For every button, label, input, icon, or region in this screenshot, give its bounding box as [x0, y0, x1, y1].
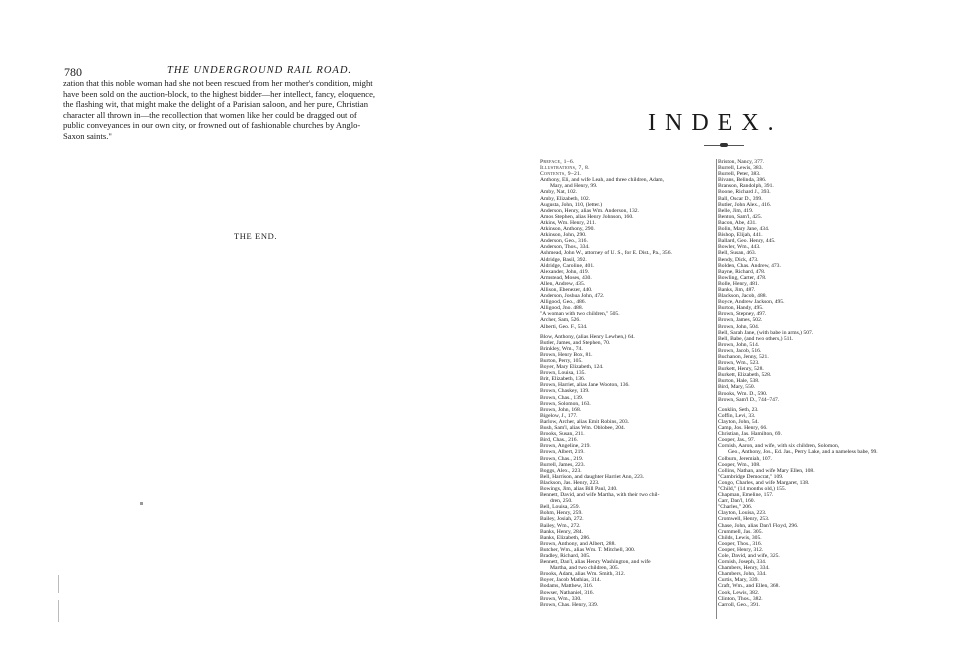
index-entry: Brown, Chas., 219.	[540, 455, 584, 462]
index-entry: Anderson, Henry, alias Wm. Anderson, 132.	[540, 207, 639, 214]
index-entry: Anthony, Eli, and wife Leah, and three children, Adam,	[540, 177, 665, 184]
index-entry: Chambers, Henry, 334.	[718, 565, 770, 572]
index-entry: Camp, Jos. Henry, 66.	[718, 425, 768, 432]
paragraph-line: zation that this noble woman had she not been rescued from her mother's condition, might	[63, 78, 373, 88]
margin-mark	[58, 575, 59, 593]
index-entry: Allen, Andrew, 435.	[540, 280, 586, 287]
index-entry: Bayne, Richard, 478.	[718, 268, 766, 275]
index-entry: "Charles," 206.	[718, 504, 753, 511]
index-entry: Aldridge, Caroline, 401.	[540, 262, 595, 269]
index-entry: Brown, John, 504.	[718, 323, 760, 330]
index-entry: Chapman, Emeline, 157.	[718, 492, 774, 499]
index-entry: Bivans, Belinda, 386.	[718, 177, 767, 184]
index-entry: Bodams, Matthew, 316.	[540, 583, 594, 590]
index-entry: Burkett, Elizabeth, 528.	[718, 372, 772, 379]
index-entry: Martha, and two children, 305.	[550, 565, 620, 572]
index-entry: Blackson, Jacob, 488.	[718, 293, 767, 300]
index-entry: Brown, James, 502.	[718, 317, 763, 324]
index-entry: Banks, Elizabeth, 286.	[540, 534, 591, 541]
index-entry: Cromwell, Henry, 253.	[718, 516, 770, 523]
index-entry: Brown, Albert, 219.	[540, 449, 585, 456]
index-entry: Brown, Solomon, 163.	[540, 400, 591, 407]
index-entry: Bennett, Dan'l, alias Henry Washington, and wife	[540, 559, 651, 566]
index-entry: Bolin, Mary Jane, 434.	[718, 226, 770, 233]
closing-paragraph	[63, 78, 433, 142]
index-entry: Barlow, Archer, alias Emit Robins, 203.	[540, 418, 630, 425]
index-entry: Bailey, Wm., 272.	[540, 522, 581, 529]
index-entry: Mary, and Henry, 99.	[550, 183, 598, 190]
index-entry: Brown, Sam'l D., 744–747.	[718, 396, 780, 403]
index-entry: Ballard, Geo. Henry, 445.	[718, 238, 776, 245]
index-entry: Bell, Susan, 463.	[718, 250, 757, 257]
index-entry: Childs, Lewis, 305.	[718, 534, 762, 541]
index-entry: Ball, Oscar D., 399.	[718, 195, 763, 202]
index-entry: Brown, Angeline, 219.	[540, 443, 591, 450]
index-entry: Amby, Elizabeth, 102.	[540, 195, 591, 202]
index-entry: Ashmead, John W., attorney of U. S., for E. Dist., Pa., 356.	[540, 250, 672, 257]
title-ornament	[720, 143, 728, 147]
index-entry: Brown, Chaskey, 139.	[540, 388, 590, 395]
index-entry: Christian, Jas. Hamilton, 69.	[718, 431, 782, 438]
index-entry: Chambers, John, 334.	[718, 571, 767, 578]
index-entry: Preface, 1–6.	[540, 159, 575, 165]
index-entry: Bacon, Abe, 431.	[718, 219, 757, 226]
index-entry: Butler, John Alex., 416.	[718, 201, 772, 208]
index-entry: Archer, Sam, 526.	[540, 317, 581, 324]
index-entry: Colburn, Jeremiah, 107.	[718, 455, 772, 462]
index-entry: Aldridge, Basil, 392.	[540, 256, 587, 263]
index-entry: Boyer, Mary Elizabeth, 124.	[540, 364, 604, 371]
index-entry: Brown, Chas. Henry, 339.	[540, 601, 599, 608]
index-entry: Crummell, Jas. 305.	[718, 528, 763, 535]
index-entry: Collins, Nathan, and wife Mary Ellen, 108.	[718, 467, 815, 474]
index-entry: Bennett, David, and wife Martha, with their two chil-	[540, 492, 660, 499]
index-entry: Brooks, Wm. D., 590.	[718, 390, 768, 397]
index-entry: Bell, Babe, (and two others,) 511.	[718, 335, 794, 342]
index-entry: Armstead, Moses, 430.	[540, 274, 592, 281]
index-entry: Bird, Mary, 550.	[718, 384, 756, 391]
index-entry: Brooks, Adam, alias Wm. Smith, 312.	[540, 571, 626, 578]
index-entry: Boyer, Jacob Mathias, 314.	[540, 577, 601, 584]
index-entry: Cornish, Aaron, and wife, with six children, Solomon,	[718, 443, 840, 450]
index-entry: Anderson, Thos., 334.	[540, 244, 590, 251]
index-entry: Brown, Chas., 139.	[540, 394, 584, 401]
index-column-2	[718, 159, 898, 608]
index-entry: Alexander, John, 419.	[540, 268, 590, 275]
paragraph-line: the flashing wit, that might make the delight of a Parisian saloon, and her pure, Christian	[63, 99, 369, 110]
page-number: 780	[64, 65, 82, 79]
index-entry: Blackson, Jas. Henry, 223.	[540, 479, 600, 486]
index-entry: Cooper, Wm., 108.	[718, 461, 761, 468]
index-entry: Conklin, Seth, 23.	[718, 406, 759, 413]
running-head: THE UNDERGROUND RAIL ROAD.	[167, 65, 353, 76]
index-entry: Cooper, Jas., 97.	[718, 437, 756, 444]
index-entry: Cook, Lewis, 382.	[718, 589, 760, 596]
index-entry: Butler, James, and Stephen, 70.	[540, 339, 611, 346]
index-entry: Bell, Harrison, and daughter Harriet Ann, 223.	[540, 473, 645, 480]
margin-mark	[58, 600, 59, 622]
index-entry: Atkinson, Anthony, 290.	[540, 226, 595, 233]
index-entry: Burton, Perry, 105.	[540, 358, 583, 364]
index-entry: Brown, Wm., 330.	[540, 595, 582, 602]
index-entry: Coffin, Levi, 33.	[718, 412, 756, 419]
index-entry: Belle, Jim, 419.	[718, 207, 754, 214]
index-entry: Carroll, Geo., 391.	[718, 601, 760, 608]
index-entry: Anderson, Geo., 316.	[540, 238, 588, 245]
index-entry: Cole, David, and wife, 325.	[718, 553, 780, 559]
index-entry: Chase, John, alias Dan'l Floyd, 296.	[718, 522, 799, 529]
index-entry: Brown, Anthony, and Albert, 288.	[540, 540, 616, 547]
index-entry: Boone, Richard J., 393.	[718, 189, 771, 196]
index-entry: Bradley, Richard, 305.	[540, 553, 591, 559]
index-entry: Banks, Henry, 284.	[540, 528, 583, 535]
index-entry: Brown, Jacob, 516.	[718, 347, 762, 354]
index-entry: Burrell, Peter, 383.	[718, 171, 761, 178]
index-entry: Illustrations, 7, 8.	[540, 165, 590, 172]
index-entry: Buchanon, Jenny, 521.	[718, 354, 769, 360]
index-entry: Brooks, Susan, 211.	[540, 431, 585, 438]
index-entry: Alberti, Geo. F., 534.	[540, 323, 588, 330]
index-entry: Brown, Stepney, 497.	[718, 311, 767, 318]
index-entry: Anderson, Joshua John, 472.	[540, 293, 605, 300]
left-page	[40, 60, 440, 640]
index-entry: "A woman with two children," 505.	[540, 311, 620, 318]
index-entry: Brinkley, Wm., 74.	[540, 345, 583, 352]
index-entry: Boggs, Alex., 223.	[540, 467, 582, 474]
stray-ink-mark	[140, 502, 143, 505]
index-entry: Amos Stephen, alias Henry Johnson, 160.	[540, 213, 634, 220]
index-entry: dren, 250.	[550, 498, 573, 505]
index-entry: Clayton, John, 54.	[718, 418, 759, 425]
index-entry: "Cambridge Democrat," 109.	[718, 473, 784, 480]
paragraph-line: character all thrown in—the recollection that women like her could be dragged out of	[63, 109, 357, 120]
index-entry: Bowling, Carter, 478.	[718, 274, 767, 281]
index-entry: Branson, Randolph, 391.	[718, 183, 774, 190]
paragraph-line: public conveyances in our own city, or frowned out of fashionable churches by Anglo-	[63, 120, 361, 131]
index-entry: Blow, Anthony, (alias Henry Lewhen,) 64.	[540, 333, 635, 340]
index-entry: Bell, Sarah Jane, (with babe in arms,) 507.	[718, 329, 814, 336]
index-entry: Cooper, Henry, 312.	[718, 546, 764, 553]
index-entry: Brown, Henry Box, 81.	[540, 351, 593, 358]
index-entry: Bowler, Wm., 443.	[718, 244, 761, 251]
index-entry: Bell, Louisa, 259.	[540, 504, 580, 511]
index-entry: Augusta, John, 110, (letter.)	[540, 201, 603, 208]
index-entry: Briston, Nancy, 377.	[718, 159, 765, 165]
index-entry: Clinton, Thos., 382.	[718, 595, 763, 602]
index-entry: Bolden, Chas. Andrew, 473.	[718, 262, 781, 269]
index-entry: Alligood, Geo., 486.	[540, 299, 586, 306]
index-entry: Burkett, Henry, 528.	[718, 366, 764, 373]
index-entry: Bigelow, J., 177.	[540, 412, 578, 419]
index-entry: Brit, Elizabeth, 136.	[540, 376, 586, 383]
index-entry: Burrell, Lewis, 383.	[718, 165, 763, 172]
index-entry: Bolle, Henry, 481.	[718, 280, 760, 287]
index-entry: Bohm, Henry, 259.	[540, 510, 583, 517]
index-entry: Bailey, Josiah, 272.	[540, 516, 584, 523]
index-entry: Craft, Wm., and Ellen, 368.	[718, 583, 780, 590]
index-entry: Bishop, Elijah, 441.	[718, 232, 763, 239]
index-entry: Burrell, James, 223.	[540, 461, 585, 468]
index-entry: Amby, Nat, 102.	[540, 189, 578, 196]
index-entry: Bendy, Dick, 473.	[718, 256, 759, 263]
index-entry: Atkins, Wm. Henry, 211.	[540, 219, 597, 226]
index-entry: Curtis, Mary, 339.	[718, 577, 759, 584]
paragraph-line: Saxon saints."	[63, 130, 112, 141]
index-entry: Brown, Harriet, alias Jane Wooton, 136.	[540, 382, 630, 389]
index-entry: Cornish, Joseph, 334.	[718, 559, 767, 566]
the-end-label: THE END.	[234, 231, 278, 241]
right-page	[520, 100, 960, 640]
index-entry: Bush, Sam'l, alias Wm. Oblobee, 204.	[540, 425, 626, 432]
index-entry: Boyce, Andrew Jackson, 495.	[718, 299, 785, 306]
index-entry: Bird, Chas., 216.	[540, 437, 578, 444]
index-entry: Carr, Dan'l, 160.	[718, 498, 755, 505]
index-entry: Contents, 9–21.	[540, 171, 582, 178]
index-entry: Clayton, Louisa, 223.	[718, 510, 767, 517]
index-entry: "Child," (14 months old,) 155.	[718, 485, 787, 492]
index-entry: Geo., Anthony, Jos., Ed. Jas., Perry Lake, and a nameless babe, 99.	[728, 449, 878, 456]
index-entry: Banks, Jim, 487.	[718, 286, 756, 293]
index-entry: Allison, Ebenezer, 440.	[540, 286, 593, 293]
index-column-1	[540, 159, 720, 608]
index-entry: Alligood, Jno. 488.	[540, 305, 584, 312]
index-entry: Brown, John, 514.	[718, 341, 760, 348]
index-entry: Butcher, Wm., alias Wm. T. Mitchell, 300.	[540, 546, 636, 553]
paragraph-line: have been sold on the auction-block, to the highest bidder—her intellect, fancy, eloquence,	[63, 88, 376, 99]
index-entry: Atkinson, John, 290.	[540, 232, 587, 239]
index-entry: Burton, Handy, 495.	[718, 305, 764, 312]
index-title: INDEX.	[648, 110, 783, 136]
index-entry: Brown, Wm., 523.	[718, 360, 760, 367]
index-entry: Benton, Sam'l, 425.	[718, 213, 763, 220]
index-entry: Burton, Hale, 538.	[718, 378, 760, 385]
index-entry: Congo, Charles, and wife Margaret, 138.	[718, 479, 810, 486]
index-entry: Brown, Louisa, 135.	[540, 370, 586, 377]
index-entry: Bowser, Nathaniel, 316.	[540, 589, 594, 596]
index-entry: Bowings, Jim, alias Bill Paul, 240.	[540, 485, 618, 492]
index-entry: Cooper, Thos., 316.	[718, 540, 763, 547]
index-entry: Brown, John, 168.	[540, 406, 582, 413]
column-divider	[716, 159, 717, 619]
